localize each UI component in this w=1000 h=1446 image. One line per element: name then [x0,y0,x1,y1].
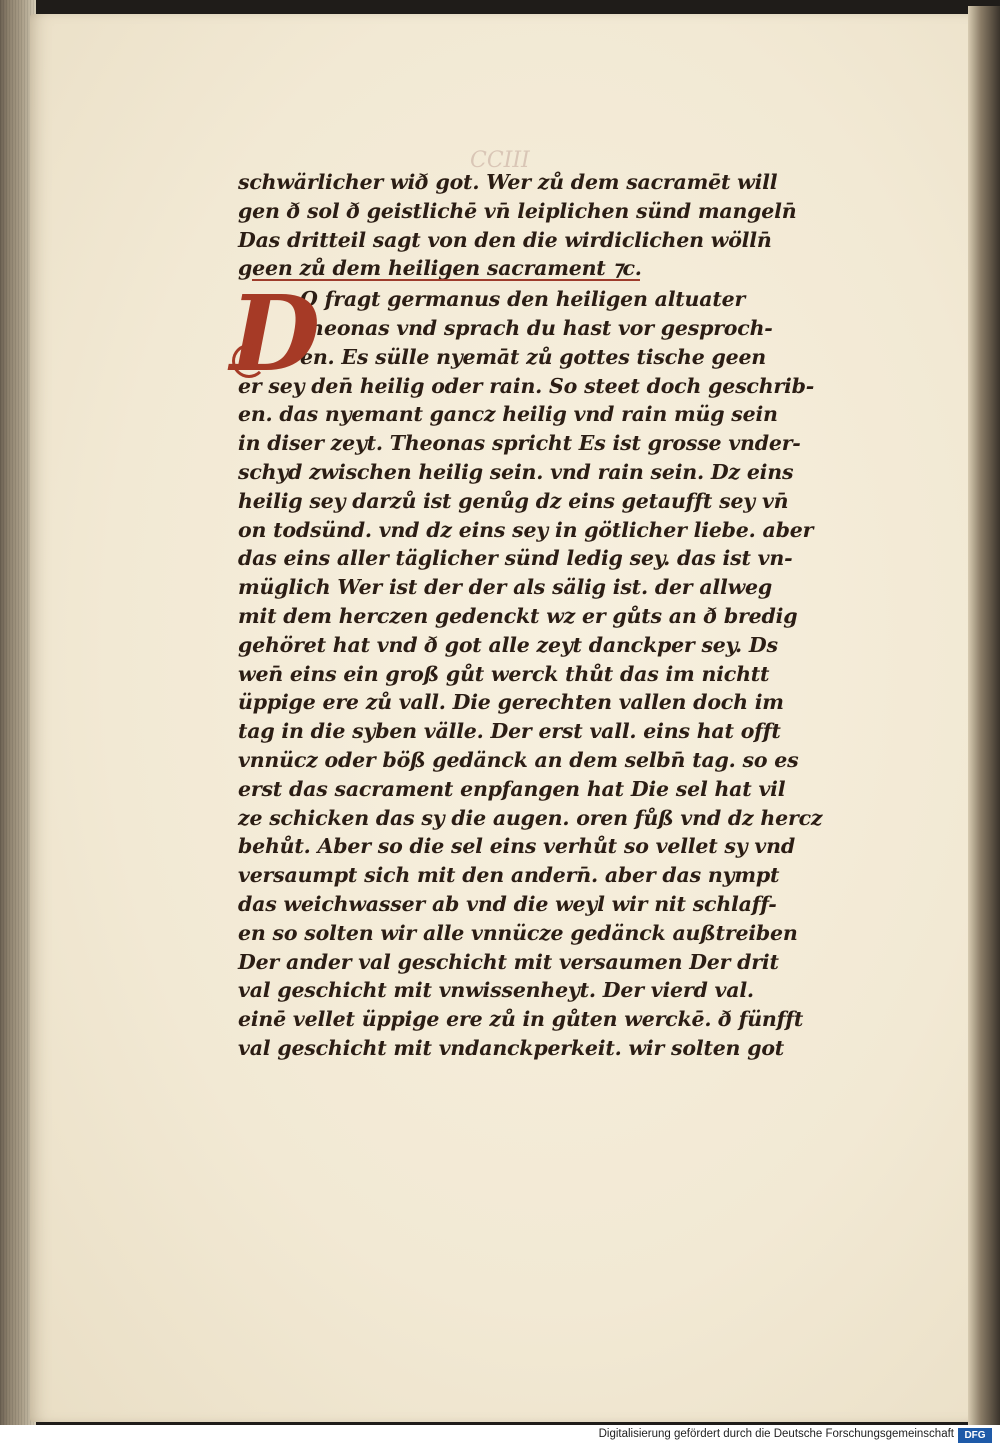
text-line: versaumpt sich mit den andern̄. aber das nympt [238,863,780,888]
text-line: geen zů dem heiligen sacrament ⁊c. [238,256,642,281]
text-line: on todsünd. vnd dz eins sey in götlicher liebe. aber [238,517,814,542]
dfg-logo-icon: DFG [958,1428,992,1443]
text-block [230,168,823,1063]
text-line: in diser zeyt. Theonas spricht Es ist grosse vnder- [238,431,801,456]
text-line: gehöret hat vnd ð got alle zeyt danckper sey. Ds [238,632,778,657]
initial-letter: D [230,272,321,395]
text-line: schyd zwischen heilig sein. vnd rain sein. Dz eins [238,459,794,484]
text-line: erst das sacrament enpfangen hat Die sel hat vil [238,776,786,801]
text-line: das eins aller täglicher sünd ledig sey. das ist vn- [238,546,793,571]
text-line: en. Es sülle nyemāt zů gottes tische geen [300,344,767,369]
text-line: wen̄ eins ein groß gůt werck thůt das im nichtt [238,661,770,686]
text-line: einē vellet üppige ere zů in gůten werckē. ð fünfft [238,1007,804,1032]
text-line: gen ð sol ð geistlichē vn̄ leiplichen sünd mangeln̄ [238,198,797,223]
text-line: Der ander val geschicht mit versaumen Der drit [238,949,779,974]
rubric-rule [252,279,640,281]
text-line: vnnücz oder böß gedänck an dem selbn̄ tag. so es [238,747,799,772]
page-gutter-shadow [968,6,1000,1426]
text-line: schwärlicher wið got. Wer zů dem sacramēt will [238,170,778,194]
decorated-initial [230,272,321,395]
text-line: en so solten wir alle vnnücze gedänck außtreiben [238,920,798,945]
text-line: val geschicht mit vndanckperkeit. wir solten got [238,1035,785,1060]
text-line: ze schicken das sy die augen. oren fůß vnd dz hercz [238,805,823,830]
text-line: üppige ere zů vall. Die gerechten vallen doch im [238,690,784,715]
text-line: das weichwasser ab vnd die weyl wir nit schlaff- [238,891,777,916]
text-line: müglich Wer ist der der als sälig ist. der allweg [238,575,773,600]
text-line: mit dem herczen gedenckt wz er gůts an ð bredig [238,603,798,628]
funding-credit: Digitalisierung gefördert durch die Deutsche Forschungsgemeinschaft [598,1428,954,1440]
text-line: tag in die syben välle. Der erst vall. eins hat offt [238,719,781,744]
text-line: behůt. Aber so die sel eins verhůt so vellet sy vnd [238,834,795,859]
text-line: heilig sey darzů ist genůg dz eins getaufft sey vn̄ [238,488,789,513]
text-line: Das dritteil sagt von den die wirdiclichen wölln̄ [238,227,772,252]
digitization-footer [0,1425,1000,1446]
text-line: theonas vnd sprach du hast vor gesproch- [300,315,773,340]
bleed-through-folio: CCIII [470,148,530,173]
text-line: er sey den̄ heilig oder rain. So steet doch geschrib- [238,373,815,398]
text-line: val geschicht mit vnwissenheyt. Der vierd val. [238,978,754,1003]
text-line: O fragt germanus den heiligen altuater [300,287,746,312]
initial-flourish-icon [232,344,266,378]
text-line: en. das nyemant gancz heilig vnd rain müg sein [238,402,778,427]
